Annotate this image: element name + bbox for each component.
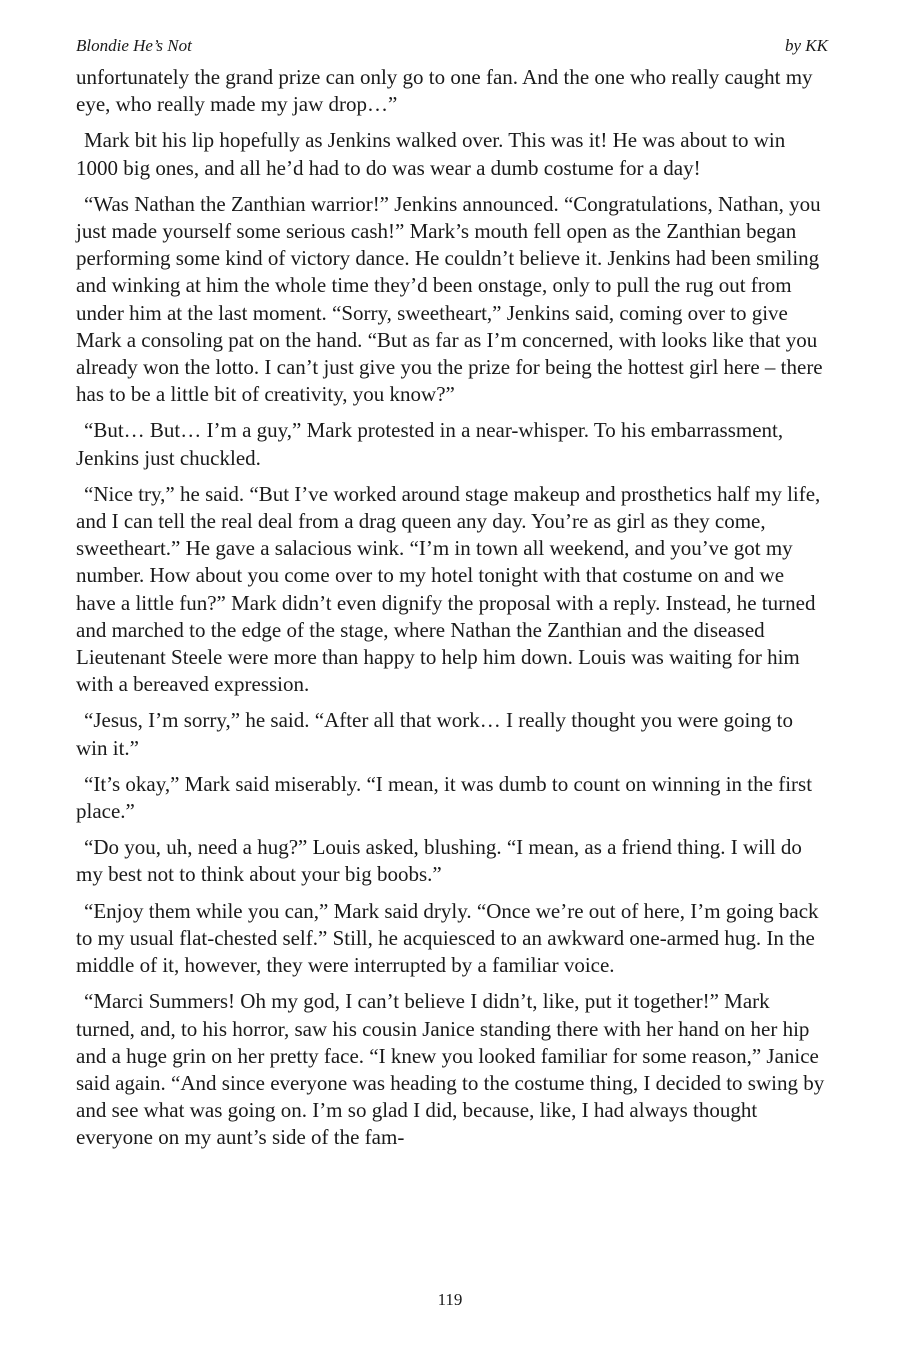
- paragraph: “Nice try,” he said. “But I’ve worked around stage makeup and prosthetics half my life, and I can tell the real deal from a drag queen any day. You’re as girl as they come, sweetheart.” He gave a salacious wink. “I’m in town all weekend, and you’ve got my number. How about you come over to my hotel tonight with that costume on and we have a little fun?” Mark didn’t even dignify the proposal with a reply. Instead, he turned and marched to the edge of the stage, where Nathan the Zanthian and the diseased Lieutenant Steele were more than happy to help him down. Louis was waiting for him with a bereaved expression.: [76, 481, 821, 697]
- paragraph: unfortunately the grand prize can only go to one fan. And the one who really caught my eye, who really made my jaw drop…”: [76, 65, 813, 117]
- paragraph: “Enjoy them while you can,” Mark said dryly. “Once we’re out of here, I’m going back to my usual flat-chested self.” Still, he acquiesced to an awkward one-armed hug. In the middle of it, however, they were interrupted by a familiar voice.: [76, 898, 819, 978]
- book-title: Blondie He’s Not: [76, 36, 192, 55]
- paragraph: Mark bit his lip hopefully as Jenkins walked over. This was it! He was about to win 1000 big ones, and all he’d had to do was wear a dumb costume for a day!: [76, 128, 786, 180]
- page-number: 119: [437, 1290, 463, 1309]
- page: [76, 30, 828, 1161]
- paragraph: “Was Nathan the Zanthian warrior!” Jenkins announced. “Congratulations, Nathan, you just made yourself some serious cash!” Mark’s mouth fell open as the Zanthian began performing some kind of victory dance. He couldn’t believe it. Jenkins had been smiling and winking at him the whole time they’d been onstage, only to pull the rug out from under him at the last moment. “Sorry, sweetheart,” Jenkins said, coming over to give Mark a consoling pat on the hand. “But as far as I’m concerned, with looks like that you already won the lotto. I can’t just give you the prize for being the hottest girl here – there has to be a little bit of creativity, you know?”: [76, 191, 823, 407]
- paragraph: “Marci Summers! Oh my god, I can’t believe I didn’t, like, put it together!” Mark turned, and, to his horror, saw his cousin Janice standing there with her hand on her hip and a huge grin on her pretty face. “I knew you looked familiar for some reason,” Janice said again. “And since everyone was heading to the costume thing, I decided to swing by and see what was going on. I’m so glad I did, because, like, I had always thought everyone on my aunt’s side of the fam-: [76, 989, 825, 1150]
- author-credit: by KK: [785, 36, 828, 55]
- running-head: [76, 30, 828, 64]
- body-text: [76, 64, 828, 1152]
- paragraph: “But… But… I’m a guy,” Mark protested in a near-whisper. To his embarrassment, Jenkins just chuckled.: [76, 418, 784, 470]
- paragraph: “Jesus, I’m sorry,” he said. “After all that work… I really thought you were going to win it.”: [76, 708, 793, 760]
- paragraph: “Do you, uh, need a hug?” Louis asked, blushing. “I mean, as a friend thing. I will do my best not to think about your big boobs.”: [76, 835, 802, 887]
- paragraph: “It’s okay,” Mark said miserably. “I mean, it was dumb to count on winning in the first place.”: [76, 771, 813, 824]
